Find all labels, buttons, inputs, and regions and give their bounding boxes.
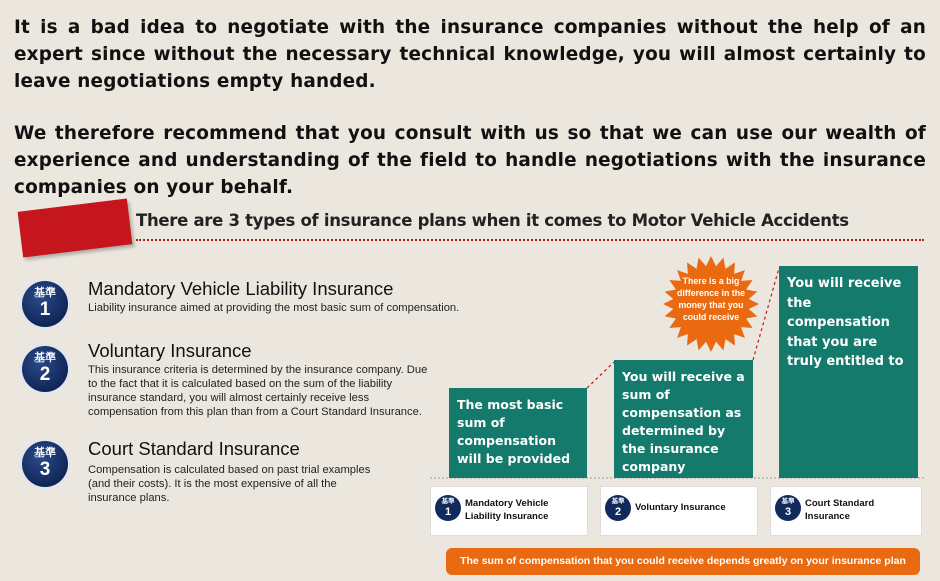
bar-court-standard: You will receive the compensation that you are truly entitled to [779,266,918,478]
label-2-badge-number: 2 [614,506,622,518]
plan-1-title: Mandatory Vehicle Liability Insurance [88,278,394,299]
plan-3-description: Compensation is calculated based on past trial examples (and their costs). It is the most expensive of all the insurance plans. [88,464,371,504]
plan-1-badge-number: 1 [39,299,51,320]
label-2-badge-kanji: 基準 [611,498,625,505]
label-3-badge [775,495,801,521]
connector-line-1 [587,362,614,388]
bar-voluntary: You will receive a sum of compensation as determined by the insurance company [614,360,753,478]
label-mandatory [430,486,588,536]
intro-paragraph-2: We therefore recommend that you consult with us so that we can use our wealth of experience and understanding of the field to handle negotiations with the insurance companies on your behalf. [14,123,926,198]
label-2-text: Voluntary Insurance [635,502,726,513]
intro-paragraph-1: It is a bad idea to negotiate with the insurance companies without the help of an expert since without the necessary technical knowledge, you will almost certainly to leave negotiations empty handed. [14,17,926,92]
label-3-badge-number: 3 [784,506,792,518]
plan-2-description: This insurance criteria is determined by the insurance company. Due to the fact that it is calculated based on the sum of the liability insurance standard, you will almost certainly receive less compensation from this plan than from a Court Standard Insurance. [88,364,428,418]
plan-3-badge-kanji: 基準 [34,447,56,459]
plan-1-badge-kanji: 基準 [34,287,56,299]
plan-1-description: Liability insurance aimed at providing the most basic sum of compensation. [88,302,460,314]
label-2-badge [605,495,631,521]
label-voluntary [600,486,758,536]
banner-title: There are 3 types of insurance plans when it comes to Motor Vehicle Accidents [136,211,849,230]
label-court-standard [770,486,922,536]
footer-note: The sum of compensation that you could receive depends greatly on your insurance plan [446,548,920,575]
plan-2-badge-number: 2 [39,364,51,385]
plan-3-badge-number: 3 [39,459,51,480]
connector-line-2 [753,268,779,360]
plan-2-title: Voluntary Insurance [88,340,252,361]
label-1-badge-kanji: 基準 [441,498,455,505]
label-1-badge [435,495,461,521]
bar-mandatory: The most basic sum of compensation will be provided [449,388,587,478]
label-3-badge-kanji: 基準 [781,498,795,505]
label-1-text: Mandatory Vehicle Liability Insurance [465,498,549,522]
plan-3-title: Court Standard Insurance [88,438,300,459]
burst-text: There is a big difference in the money that you could receive [677,276,745,322]
label-1-badge-number: 1 [444,506,452,518]
label-3-text: Court Standard Insurance [805,498,875,522]
plan-2-badge-kanji: 基準 [34,352,56,364]
